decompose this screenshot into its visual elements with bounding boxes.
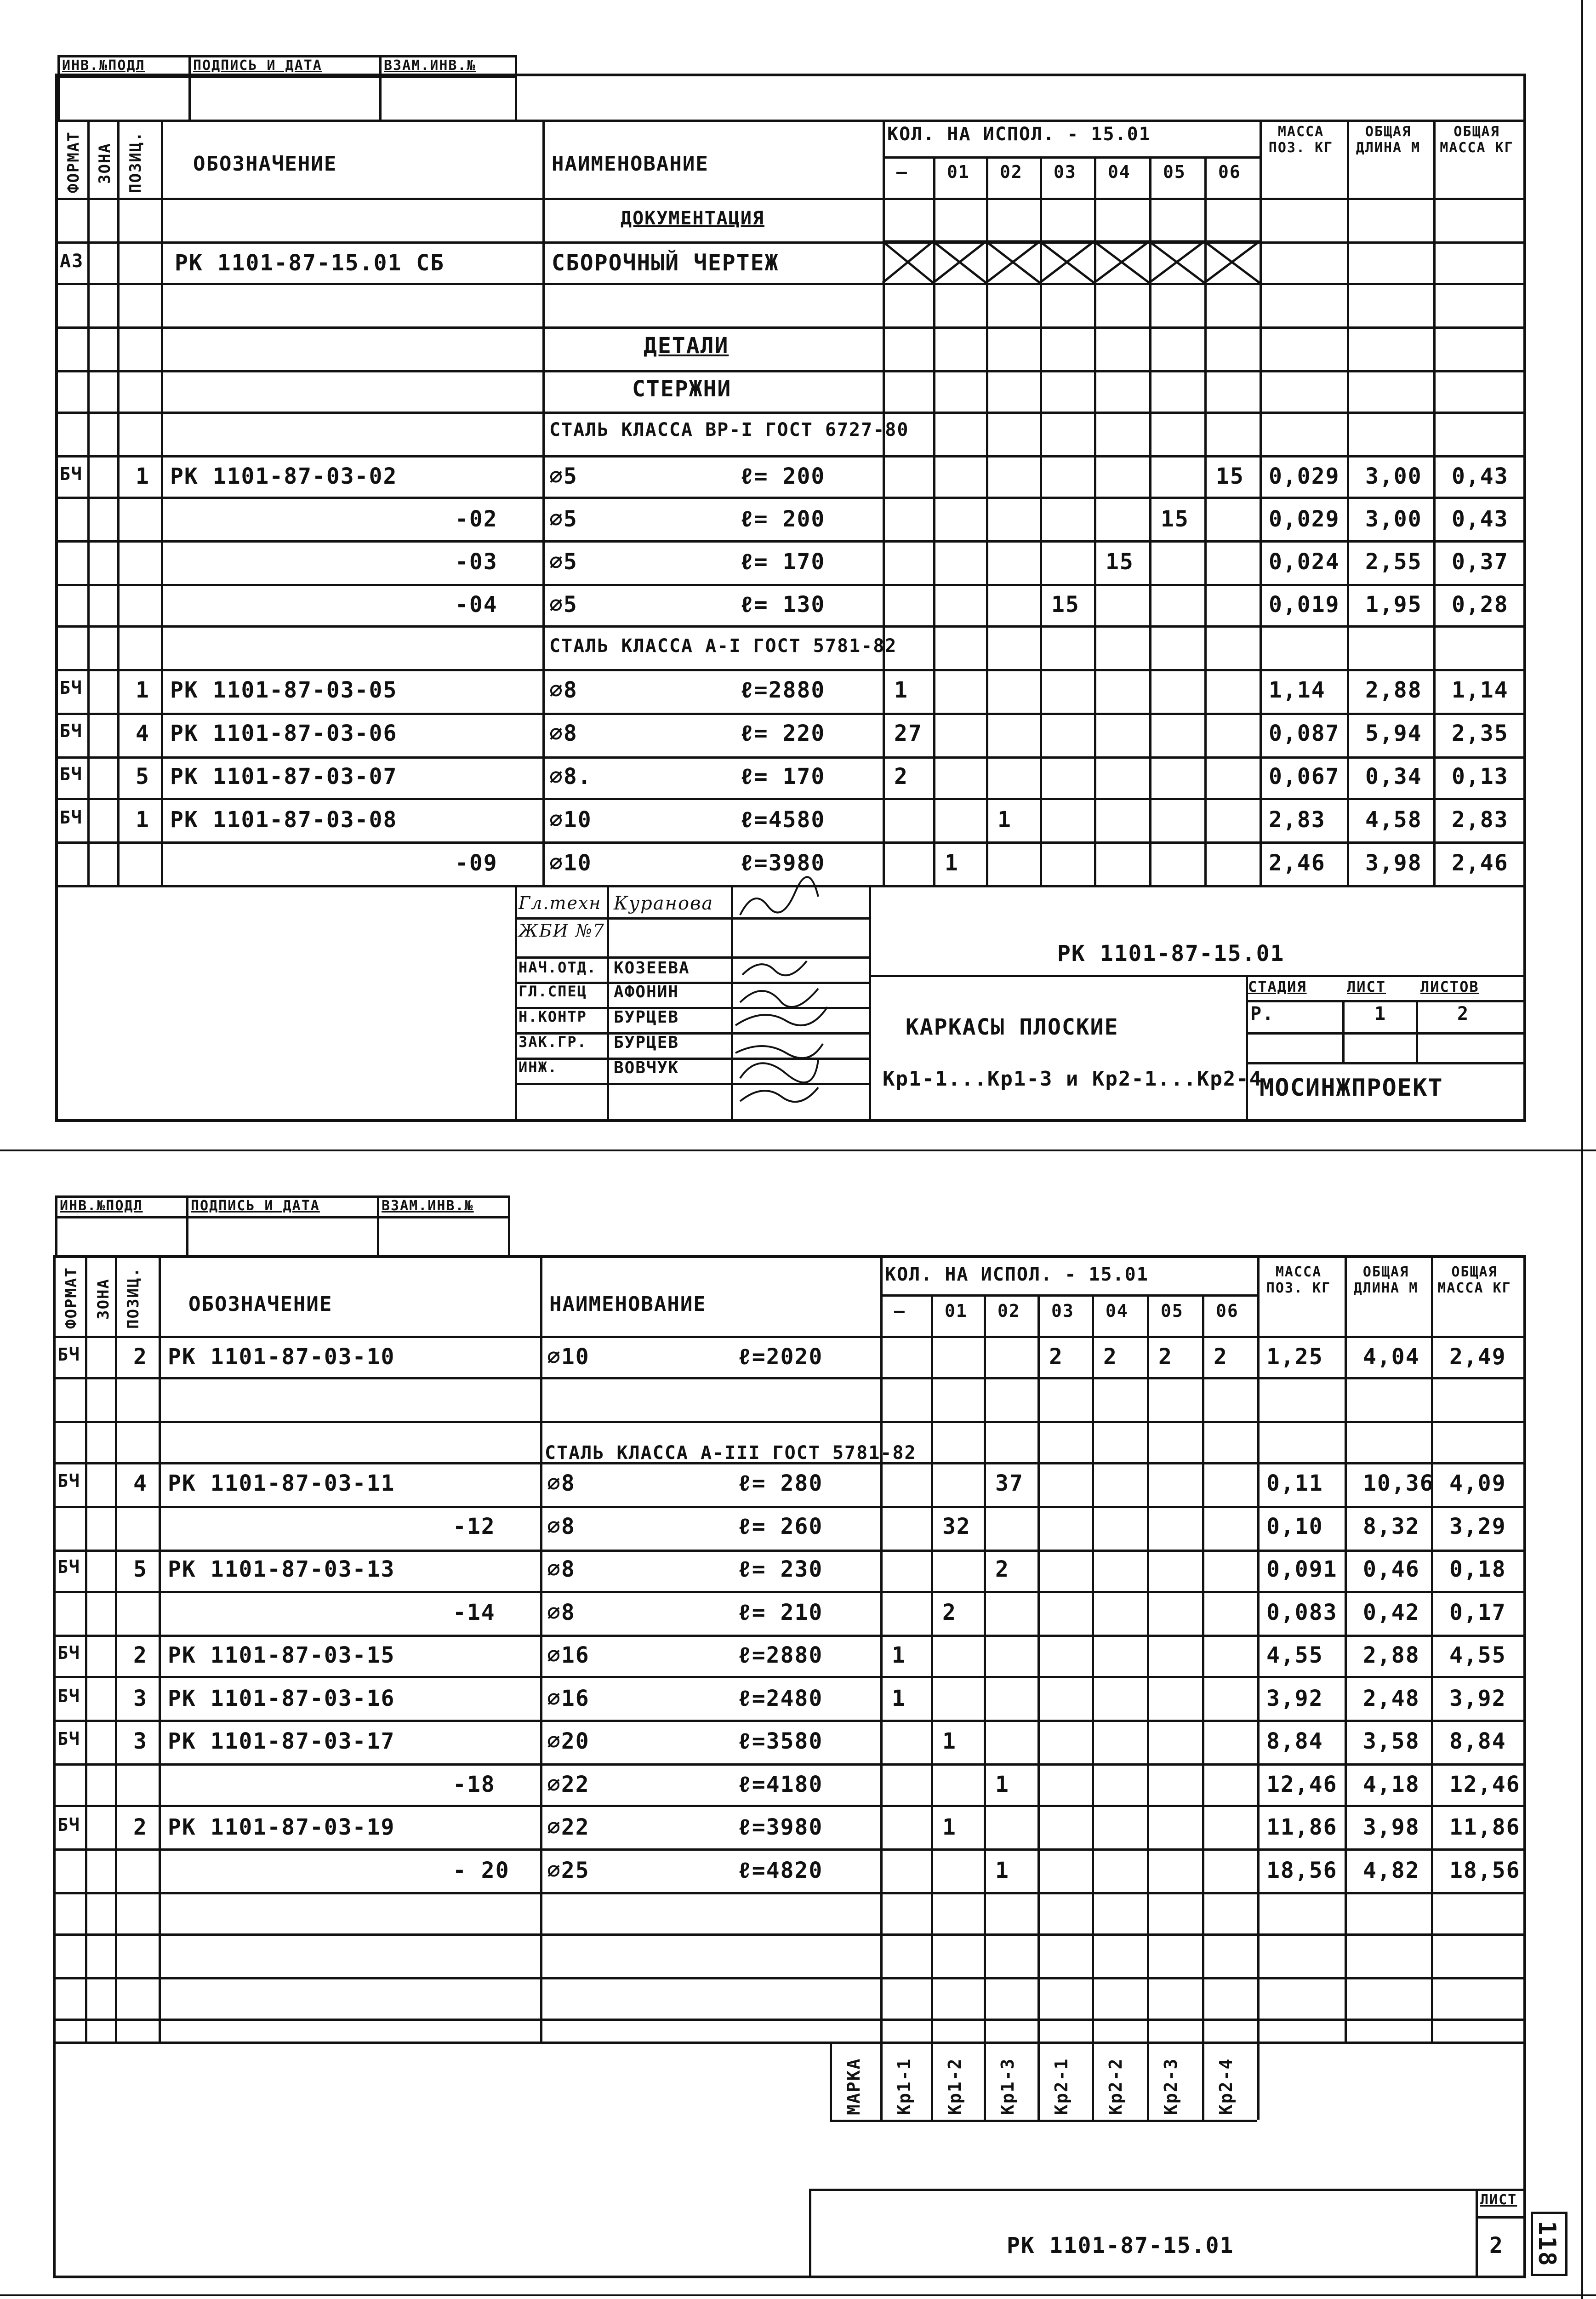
row-qty-1: 1 [942,1814,957,1840]
name-5: БУРЦЕВ [614,1033,679,1052]
sheet-separator [0,1150,1596,1151]
doc-name: СБОРОЧНЫЙ ЧЕРТЕЖ [552,250,779,276]
title-line-1: КАРКАСЫ ПЛОСКИЕ [906,1014,1119,1040]
bottom-border-line [0,2294,1596,2296]
row-oboznachenie: РК 1101-87-03-10 [168,1344,395,1370]
row-poz: 2 [133,1642,148,1668]
stamp-inv-podl: ИНВ.№ПОДЛ [62,57,145,74]
row-oboznachenie: РК 1101-87-03-07 [170,764,398,789]
row-length: ℓ= 220 [740,721,826,746]
row-total-length: 2,55 [1365,549,1422,575]
row-mass-pos: 12,46 [1266,1771,1338,1797]
row-qty-1: 32 [942,1513,971,1539]
mark-5: Кр2-3 [1161,2058,1181,2115]
row-format: БЧ [57,1686,80,1706]
row-length: ℓ= 280 [738,1470,823,1496]
row-length: ℓ=2880 [740,677,826,703]
row-total-mass: 0,17 [1449,1599,1506,1625]
row-oboznachenie: РК 1101-87-03-05 [170,677,398,703]
col-format-1: ФОРМАТ [64,131,83,193]
row-format: БЧ [57,1815,80,1835]
row-diameter: ⌀8 [547,1599,576,1625]
row-poz: 2 [133,1814,148,1840]
row-poz: 5 [133,1556,148,1582]
row-length: ℓ=4580 [740,807,826,833]
row-total-length: 0,34 [1365,764,1422,789]
row-oboznachenie: РК 1101-87-03-08 [170,807,398,833]
row-length: ℓ= 130 [740,592,826,618]
row-poz: 1 [136,807,150,833]
name-6: ВОВЧУК [614,1058,679,1077]
row-length: ℓ=3980 [740,850,826,876]
row-total-mass: 0,37 [1452,549,1509,575]
row-format: БЧ [57,1557,80,1577]
row-diameter: ⌀5 [549,592,578,618]
col-massa-poz-2: МАССА ПОЗ. КГ [1266,1264,1331,1296]
row-total-mass: 4,55 [1449,1642,1506,1668]
row-oboznachenie: - 20 [453,1857,510,1883]
row-mass-pos: 0,087 [1269,721,1340,746]
row-diameter: ⌀22 [547,1814,590,1840]
col-oboznachenie-2: ОБОЗНАЧЕНИЕ [188,1292,333,1316]
row-total-mass: 0,18 [1449,1556,1506,1582]
row-mass-pos: 0,019 [1269,592,1340,618]
row-total-mass: 0,28 [1452,592,1509,618]
row-qty-2: 1 [995,1857,1009,1883]
row-qty-1: 1 [945,850,959,876]
steel-class-1: СТАЛЬ КЛАССА ВР-I ГОСТ 6727-80 [549,419,909,440]
row-poz: 3 [133,1685,148,1711]
row-qty-0: 1 [894,677,908,703]
section-documentation: ДОКУМЕНТАЦИЯ [621,208,764,229]
row-mass-pos: 3,92 [1266,1685,1323,1711]
steel-class-2: СТАЛЬ КЛАССА А-I ГОСТ 5781-82 [549,635,897,657]
variant-header-2-1: 01 [945,1301,968,1321]
stamp-header-2 [55,1195,515,1255]
row-total-length: 3,98 [1363,1814,1420,1840]
row-format: БЧ [57,1344,80,1365]
row-poz: 4 [136,721,150,746]
list-label-2: ЛИСТ [1480,2192,1517,2208]
row-total-mass: 8,84 [1449,1728,1506,1754]
row-diameter: ⌀8 [549,677,578,703]
row-length: ℓ=3980 [738,1814,823,1840]
row-total-mass: 12,46 [1449,1771,1521,1797]
row-diameter: ⌀10 [549,850,592,876]
row-format: БЧ [57,1643,80,1663]
row-mass-pos: 0,029 [1269,463,1340,489]
row-length: ℓ= 230 [738,1556,823,1582]
doc-format: А3 [60,251,84,272]
right-border-line [1581,0,1583,2299]
row-mass-pos: 1,25 [1266,1344,1323,1370]
page-number: 118 [1533,2221,1561,2267]
row-oboznachenie: РК 1101-87-03-19 [168,1814,395,1840]
row-oboznachenie: -14 [453,1599,496,1625]
variant-header-2-5: 05 [1161,1301,1184,1321]
row-diameter: ⌀8 [547,1513,576,1539]
stamp-vzam-inv-2: ВЗАМ.ИНВ.№ [382,1198,474,1214]
row-total-mass: 2,83 [1452,807,1509,833]
row-length: ℓ=2480 [738,1685,823,1711]
list-number-2: 2 [1489,2233,1504,2259]
name-2: КОЗЕЕВА [614,959,690,978]
row-format: БЧ [60,764,83,784]
variant-header-3: 03 [1054,162,1077,182]
row-oboznachenie: -18 [453,1771,496,1797]
name-4: БУРЦЕВ [614,1008,679,1027]
row-length: ℓ= 170 [740,764,826,789]
mark-0: Кр1-1 [894,2058,914,2115]
row-total-length: 5,94 [1365,721,1422,746]
row-format: БЧ [57,1471,80,1491]
row-oboznachenie: -02 [455,506,498,532]
variant-header-5: 05 [1163,162,1186,182]
row-mass-pos: 2,46 [1269,850,1326,876]
row-total-mass: 0,43 [1452,463,1509,489]
role-2: НАЧ.ОТД. [519,959,597,976]
row-diameter: ⌀8 [549,721,578,746]
row-total-length: 3,00 [1365,463,1422,489]
row-oboznachenie: РК 1101-87-03-16 [168,1685,395,1711]
row-total-mass: 2,35 [1452,721,1509,746]
row-length: ℓ=3580 [738,1728,823,1754]
mark-3: Кр2-1 [1051,2058,1072,2115]
row-diameter: ⌀8. [549,764,592,789]
variant-header-0: – [896,162,908,182]
row-poz: 4 [133,1470,148,1496]
row-length: ℓ=2020 [738,1344,823,1370]
row-total-mass: 1,14 [1452,677,1509,703]
variant-header-1: 01 [947,162,970,182]
col-naimenovanie-1: НАИМЕНОВАНИЕ [552,152,709,176]
stadiya-label: СТАДИЯ [1248,978,1307,995]
row-qty-2: 2 [995,1556,1009,1582]
list-value: 1 [1374,1003,1387,1024]
listov-label: ЛИСТОВ [1420,978,1479,995]
row-poz: 3 [133,1728,148,1754]
col-poz-1: ПОЗИЦ. [126,131,145,193]
name-3: АФОНИН [614,983,679,1001]
row-diameter: ⌀10 [547,1344,590,1370]
row-oboznachenie: РК 1101-87-03-15 [168,1642,395,1668]
row-mass-pos: 0,029 [1269,506,1340,532]
stadiya-value: Р. [1250,1003,1275,1024]
row-mass-pos: 1,14 [1269,677,1326,703]
role-4: Н.КОНТР [519,1008,587,1025]
row-qty-6: 2 [1214,1344,1228,1370]
row-diameter: ⌀22 [547,1771,590,1797]
doc-code-2: РК 1101-87-15.01 [1007,2233,1234,2259]
col-zona-2: ЗОНА [94,1278,113,1320]
col-zona-1: ЗОНА [96,143,114,184]
row-total-mass: 18,56 [1449,1857,1521,1883]
row-length: ℓ=4820 [738,1857,823,1883]
row-qty-5: 2 [1158,1344,1173,1370]
name-0: Куранова [614,893,714,914]
row-mass-pos: 4,55 [1266,1642,1323,1668]
col-oboznachenie-1: ОБОЗНАЧЕНИЕ [193,152,337,176]
row-length: ℓ= 170 [740,549,826,575]
row-total-mass: 4,09 [1449,1470,1506,1496]
row-oboznachenie: РК 1101-87-03-17 [168,1728,395,1754]
row-total-length: 3,98 [1365,850,1422,876]
row-qty-0: 27 [894,721,923,746]
row-oboznachenie: РК 1101-87-03-06 [170,721,398,746]
row-poz: 1 [136,677,150,703]
row-diameter: ⌀16 [547,1685,590,1711]
row-total-length: 2,88 [1365,677,1422,703]
row-total-mass: 3,29 [1449,1513,1506,1539]
col-naimenovanie-2: НАИМЕНОВАНИЕ [549,1292,707,1316]
row-diameter: ⌀25 [547,1857,590,1883]
col-massa-poz-1: МАССА ПОЗ. КГ [1268,124,1334,156]
row-qty-1: 1 [942,1728,957,1754]
row-qty-2: 1 [998,807,1012,833]
row-total-length: 1,95 [1365,592,1422,618]
row-poz: 2 [133,1344,148,1370]
col-poz-2: ПОЗИЦ. [124,1267,142,1329]
row-qty-4: 2 [1103,1344,1117,1370]
section-details: ДЕТАЛИ [644,333,729,359]
row-diameter: ⌀20 [547,1728,590,1754]
row-format: БЧ [60,721,83,741]
row-total-length: 4,82 [1363,1857,1420,1883]
row-total-length: 3,00 [1365,506,1422,532]
row-qty-2: 37 [995,1470,1024,1496]
variant-header-2-6: 06 [1216,1301,1239,1321]
mark-6: Кр2-4 [1216,2058,1236,2115]
list-label: ЛИСТ [1347,978,1386,995]
mark-4: Кр2-2 [1106,2058,1126,2115]
variant-header-2-2: 02 [998,1301,1020,1321]
row-length: ℓ=2880 [738,1642,823,1668]
row-length: ℓ= 260 [738,1513,823,1539]
stamp-header-1 [57,55,517,120]
row-format: БЧ [57,1729,80,1749]
row-total-mass: 11,86 [1449,1814,1521,1840]
col-obshaya-massa-1: ОБЩАЯ МАССА КГ [1440,124,1514,156]
row-mass-pos: 0,091 [1266,1556,1338,1582]
row-total-length: 4,04 [1363,1344,1420,1370]
row-total-length: 8,32 [1363,1513,1420,1539]
row-total-length: 0,46 [1363,1556,1420,1582]
row-qty-2: 1 [995,1771,1009,1797]
row-diameter: ⌀16 [547,1642,590,1668]
marka-label: МАРКА [844,2058,864,2115]
row-total-length: 2,88 [1363,1642,1420,1668]
section-rods: СТЕРЖНИ [632,376,732,402]
role-1: ЖБИ №7 [519,921,605,941]
row-mass-pos: 0,083 [1266,1599,1338,1625]
row-qty-5: 15 [1161,506,1189,532]
row-total-length: 3,58 [1363,1728,1420,1754]
row-qty-3: 15 [1051,592,1080,618]
row-qty-6: 15 [1216,463,1244,489]
row-oboznachenie: РК 1101-87-03-13 [168,1556,395,1582]
title-line-2: Кр1-1...Кр1-3 и Кр2-1...Кр2-4 [883,1067,1263,1091]
row-length: ℓ= 210 [738,1599,823,1625]
variant-header-4: 04 [1108,162,1131,182]
row-mass-pos: 18,56 [1266,1857,1338,1883]
variant-header-2-3: 03 [1051,1301,1074,1321]
row-total-length: 4,58 [1365,807,1422,833]
col-kol-header-2: КОЛ. НА ИСПОЛ. - 15.01 [885,1264,1149,1285]
row-qty-3: 2 [1049,1344,1063,1370]
col-obshaya-dlina-1: ОБЩАЯ ДЛИНА М [1356,124,1421,156]
steel-class-3: СТАЛЬ КЛАССА А-III ГОСТ 5781-82 [545,1442,917,1464]
row-poz: 5 [136,764,150,789]
row-length: ℓ=4180 [738,1771,823,1797]
organization: МОСИНЖПРОЕКТ [1260,1074,1443,1102]
row-total-length: 4,18 [1363,1771,1420,1797]
row-total-mass: 2,49 [1449,1344,1506,1370]
sheet-2 [53,1255,1526,2278]
col-obshaya-massa-2: ОБЩАЯ МАССА КГ [1437,1264,1511,1296]
row-diameter: ⌀8 [547,1470,576,1496]
row-qty-0: 2 [894,764,908,789]
row-mass-pos: 0,10 [1266,1513,1323,1539]
row-mass-pos: 0,067 [1269,764,1340,789]
doc-oboz: РК 1101-87-15.01 СБ [175,250,445,276]
row-oboznachenie: -04 [455,592,498,618]
row-total-mass: 3,92 [1449,1685,1506,1711]
mark-1: Кр1-2 [945,2058,965,2115]
role-6: ИНЖ. [519,1058,558,1076]
row-oboznachenie: РК 1101-87-03-11 [168,1470,395,1496]
row-oboznachenie: -09 [455,850,498,876]
row-mass-pos: 0,11 [1266,1470,1323,1496]
stamp-podpis-data: ПОДПИСЬ И ДАТА [193,57,322,74]
listov-value: 2 [1457,1003,1470,1024]
variant-header-2-0: – [894,1301,906,1321]
row-format: БЧ [60,678,83,698]
row-qty-4: 15 [1106,549,1134,575]
stamp-inv-podl-2: ИНВ.№ПОДЛ [60,1198,143,1214]
row-length: ℓ= 200 [740,506,826,532]
row-format: БЧ [60,464,83,484]
row-diameter: ⌀8 [547,1556,576,1582]
row-diameter: ⌀5 [549,549,578,575]
row-mass-pos: 8,84 [1266,1728,1323,1754]
role-5: ЗАК.ГР. [519,1033,587,1051]
row-mass-pos: 11,86 [1266,1814,1338,1840]
row-diameter: ⌀5 [549,463,578,489]
row-total-length: 2,48 [1363,1685,1420,1711]
variant-header-2: 02 [1000,162,1023,182]
row-total-length: 10,36 [1363,1470,1434,1496]
stamp-podpis-data-2: ПОДПИСЬ И ДАТА [191,1198,320,1214]
mark-2: Кр1-3 [998,2058,1018,2115]
row-qty-1: 2 [942,1599,957,1625]
col-kol-header-1: КОЛ. НА ИСПОЛ. - 15.01 [887,124,1151,145]
row-total-mass: 0,13 [1452,764,1509,789]
variant-header-6: 06 [1218,162,1241,182]
role-0: Гл.техн [519,893,602,913]
row-total-length: 0,42 [1363,1599,1420,1625]
row-mass-pos: 2,83 [1269,807,1326,833]
role-3: ГЛ.СПЕЦ [519,983,587,1000]
col-format-2: ФОРМАТ [62,1267,80,1329]
row-total-mass: 0,43 [1452,506,1509,532]
row-length: ℓ= 200 [740,463,826,489]
row-oboznachenie: -12 [453,1513,496,1539]
variant-header-2-4: 04 [1106,1301,1129,1321]
row-oboznachenie: -03 [455,549,498,575]
row-mass-pos: 0,024 [1269,549,1340,575]
title-doc-code: РК 1101-87-15.01 [1057,941,1285,966]
row-qty-0: 1 [892,1685,906,1711]
row-oboznachenie: РК 1101-87-03-02 [170,463,398,489]
row-poz: 1 [136,463,150,489]
col-obshaya-dlina-2: ОБЩАЯ ДЛИНА М [1353,1264,1419,1296]
row-diameter: ⌀5 [549,506,578,532]
row-format: БЧ [60,807,83,828]
row-total-mass: 2,46 [1452,850,1509,876]
row-diameter: ⌀10 [549,807,592,833]
stamp-vzam-inv: ВЗАМ.ИНВ.№ [384,57,476,74]
row-qty-0: 1 [892,1642,906,1668]
